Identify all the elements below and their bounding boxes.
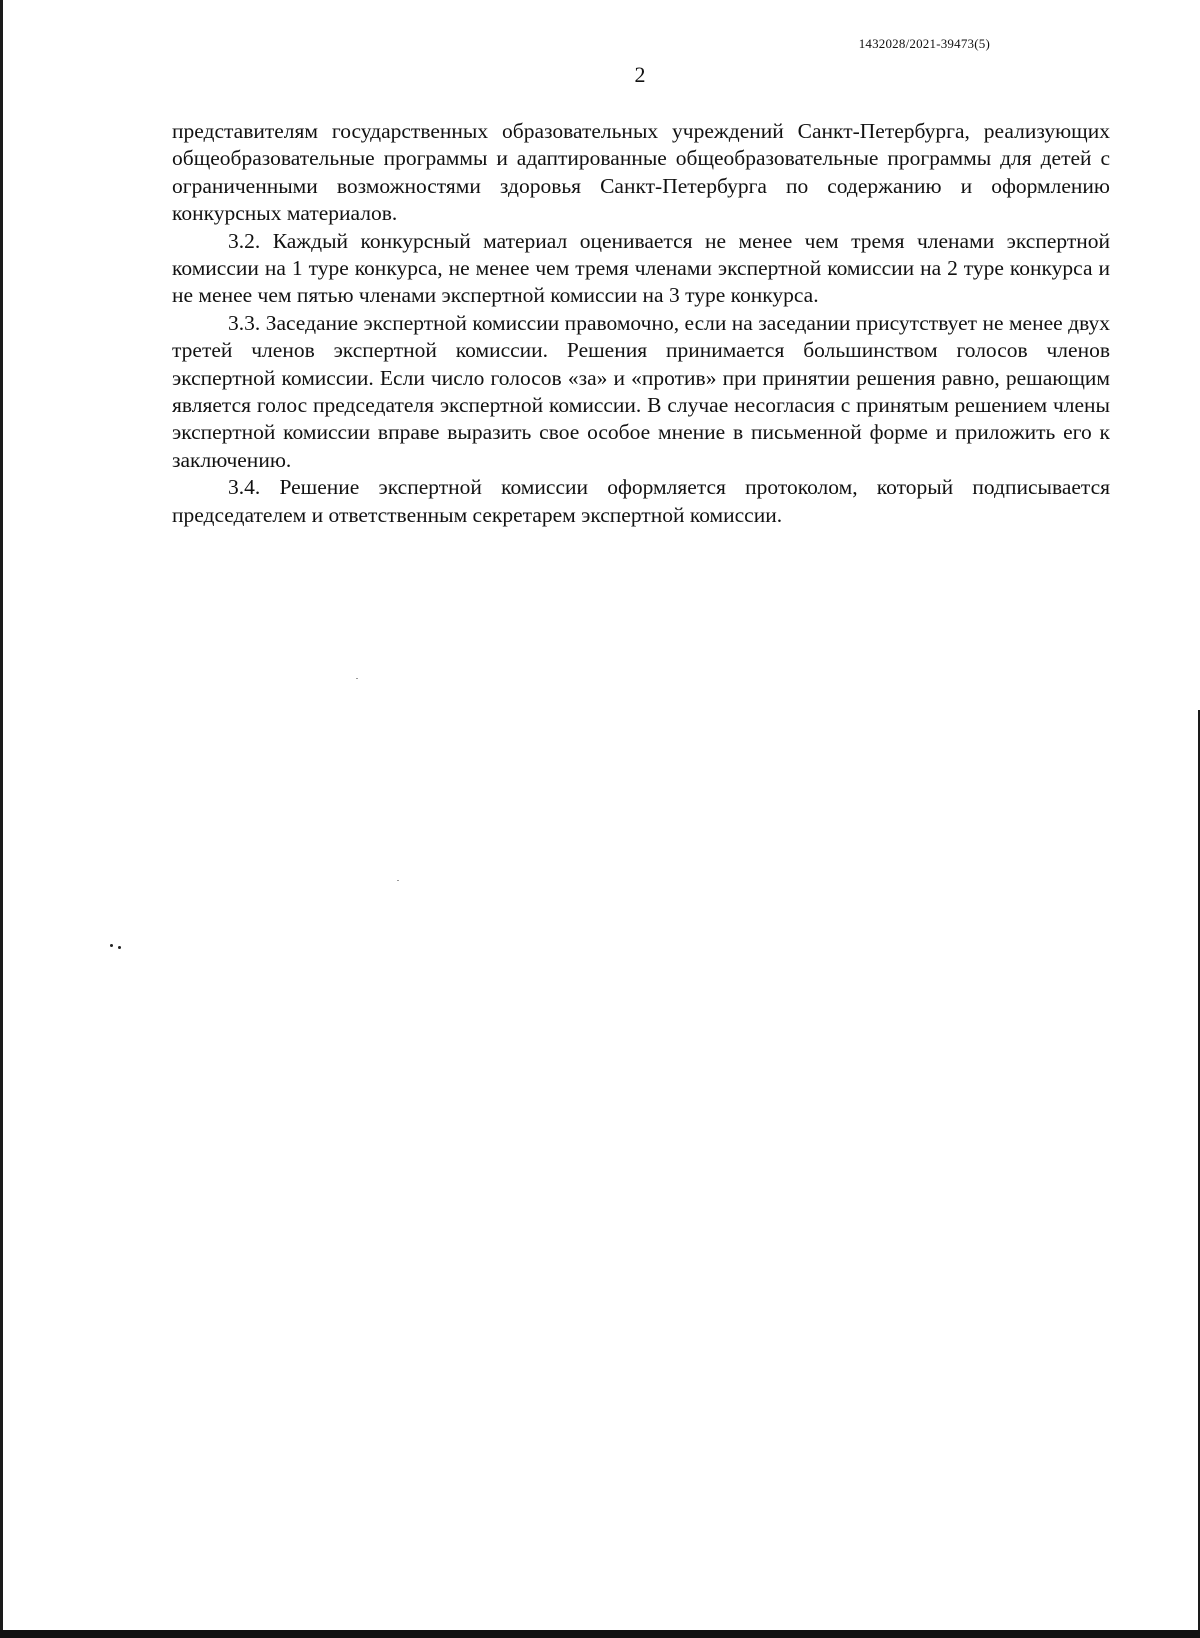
scan-bottom-border: [0, 1630, 1200, 1638]
document-body: [172, 118, 1110, 529]
paragraph-continuation: представителям государственных образовательных учреждений Санкт-Петербурга, реализующих общеобразовательные программы и адаптированные общеобразовательные программы для детей с ограниченными возможностями здоровья Санкт-Петербурга по содержанию и оформлению конкурсных материалов.: [172, 119, 1110, 226]
scan-mark: [110, 944, 124, 950]
paragraph-3-4: 3.4. Решение экспертной комиссии оформляется протоколом, который подписывается председателем и ответственным секретарем экспертной комиссии.: [172, 475, 1110, 527]
document-number: 1432028/2021-39473(5): [858, 36, 990, 51]
page-number: 2: [634, 62, 646, 87]
scan-speck: [397, 880, 399, 881]
paragraph-3-3: 3.3. Заседание экспертной комиссии правомочно, если на заседании присутствует не менее двух третей членов экспертной комиссии. Решения принимается большинством голосов членов экспертной комиссии. Если число голосов «за» и «против» при принятии решения равно, решающим является голос председателя экспертной комиссии. В случае несогласия с принятым решением члены экспертной комиссии вправе выразить свое особое мнение в письменной форме и приложить его к заключению.: [172, 310, 1110, 472]
scan-speck: [356, 678, 358, 679]
paragraph-3-2: 3.2. Каждый конкурсный материал оценивается не менее чем тремя членами экспертной комиссии на 1 туре конкурса, не менее чем тремя членами экспертной комиссии на 2 туре конкурса и не менее чем пятью членами экспертной комиссии на 3 туре конкурса.: [172, 228, 1110, 308]
scan-left-border: [0, 0, 3, 1638]
